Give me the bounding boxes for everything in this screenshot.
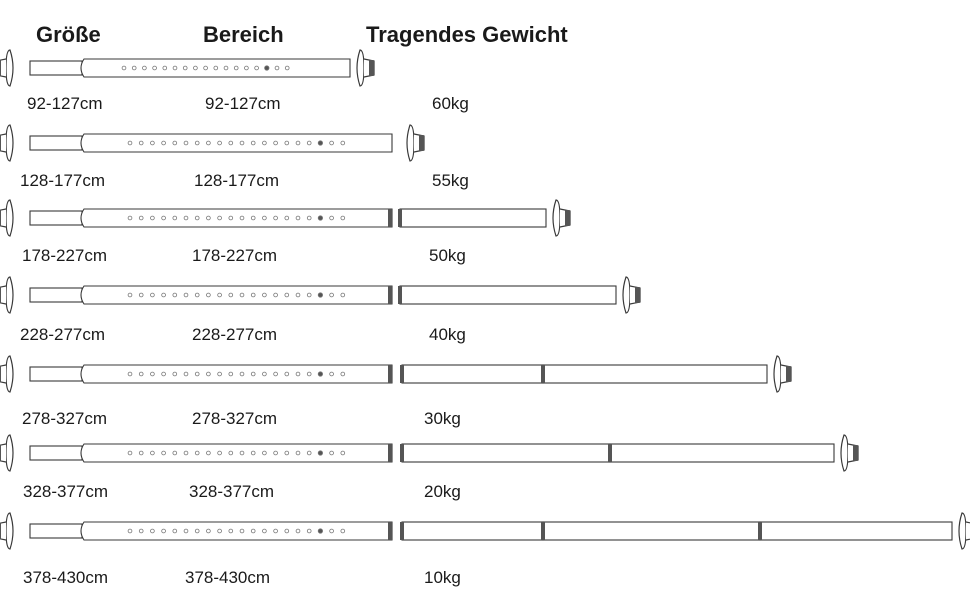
- adjust-hole: [173, 529, 177, 533]
- rod-3: [0, 200, 570, 236]
- adjust-hole: [128, 141, 132, 145]
- adjust-hole: [285, 372, 289, 376]
- end-cap-band: [419, 135, 424, 151]
- row-3-weight: 50kg: [429, 246, 466, 265]
- adjust-hole: [229, 216, 233, 220]
- adjust-hole: [318, 529, 322, 533]
- adjust-hole: [285, 216, 289, 220]
- adjust-hole: [122, 66, 126, 70]
- rod-2: [0, 125, 424, 161]
- extension-tube: [610, 444, 834, 462]
- adjust-hole: [218, 293, 222, 297]
- rod-6: [0, 435, 858, 471]
- inner-tube: [30, 211, 82, 225]
- adjust-hole: [194, 66, 198, 70]
- adjust-hole: [151, 529, 155, 533]
- adjust-hole: [139, 372, 143, 376]
- adjust-hole: [162, 372, 166, 376]
- left-end-cap-icon: [6, 125, 13, 161]
- adjust-hole: [173, 451, 177, 455]
- adjust-hole: [296, 451, 300, 455]
- right-end-cap-icon: [553, 200, 560, 236]
- row-5-size: 278-327cm: [22, 409, 108, 428]
- right-end-cap-icon: [357, 50, 364, 86]
- adjust-hole: [173, 66, 177, 70]
- adjust-hole: [195, 293, 199, 297]
- main-tube: [81, 134, 392, 152]
- adjust-hole: [240, 372, 244, 376]
- adjust-hole: [251, 141, 255, 145]
- adjust-hole: [251, 216, 255, 220]
- row-6-range: 328-377cm: [189, 482, 275, 501]
- adjust-hole: [341, 529, 345, 533]
- row-6-size: 328-377cm: [23, 482, 109, 501]
- left-end-cap-icon: [6, 50, 13, 86]
- adjust-hole: [184, 529, 188, 533]
- adjust-hole: [263, 293, 267, 297]
- adjust-hole: [184, 372, 188, 376]
- adjust-hole: [275, 66, 279, 70]
- row-5-weight: 30kg: [424, 409, 461, 428]
- right-end-cap-icon: [623, 277, 630, 313]
- adjust-hole: [218, 141, 222, 145]
- adjust-hole: [207, 529, 211, 533]
- adjust-hole: [214, 66, 218, 70]
- tube-joint: [388, 522, 392, 540]
- tube-joint: [398, 209, 402, 227]
- end-cap-band: [0, 287, 1, 303]
- adjust-hole: [240, 529, 244, 533]
- left-end-cap-icon: [6, 435, 13, 471]
- adjust-hole: [195, 216, 199, 220]
- adjust-hole: [265, 66, 269, 70]
- adjust-hole: [274, 451, 278, 455]
- adjust-hole: [173, 372, 177, 376]
- right-end-cap-icon: [407, 125, 414, 161]
- adjust-hole: [330, 141, 334, 145]
- adjust-hole: [318, 141, 322, 145]
- adjust-hole: [307, 141, 311, 145]
- adjust-hole: [318, 293, 322, 297]
- end-cap-band: [0, 135, 1, 151]
- adjust-hole: [218, 216, 222, 220]
- tube-joint: [541, 522, 545, 540]
- right-end-cap-icon: [774, 356, 781, 392]
- adjust-hole: [341, 451, 345, 455]
- tube-joint: [758, 522, 762, 540]
- adjust-hole: [234, 66, 238, 70]
- main-tube: [81, 444, 392, 462]
- adjust-hole: [128, 372, 132, 376]
- adjust-hole: [195, 451, 199, 455]
- row-4-weight: 40kg: [429, 325, 466, 344]
- adjust-hole: [263, 451, 267, 455]
- row-1-weight: 60kg: [432, 94, 469, 113]
- adjust-hole: [128, 451, 132, 455]
- tube-joint: [388, 365, 392, 383]
- adjust-hole: [195, 141, 199, 145]
- row-7-weight: 10kg: [424, 568, 461, 587]
- tube-joint: [541, 365, 545, 383]
- left-end-cap-icon: [6, 513, 13, 549]
- adjust-hole: [195, 372, 199, 376]
- adjust-hole: [207, 451, 211, 455]
- row-7-size: 378-430cm: [23, 568, 109, 587]
- adjust-hole: [229, 141, 233, 145]
- main-tube: [81, 209, 392, 227]
- row-1-size: 92-127cm: [27, 94, 103, 113]
- adjust-hole: [341, 216, 345, 220]
- adjust-hole: [285, 451, 289, 455]
- adjust-hole: [285, 66, 289, 70]
- tube-joint: [400, 444, 404, 462]
- adjust-hole: [274, 529, 278, 533]
- header-size: Größe: [36, 22, 101, 47]
- row-5-range: 278-327cm: [192, 409, 278, 428]
- adjust-hole: [151, 293, 155, 297]
- adjust-hole: [341, 372, 345, 376]
- adjust-hole: [263, 216, 267, 220]
- row-2-size: 128-177cm: [20, 171, 106, 190]
- end-cap-band: [0, 60, 1, 76]
- adjust-hole: [229, 293, 233, 297]
- row-6-weight: 20kg: [424, 482, 461, 501]
- tube-joint: [388, 286, 392, 304]
- adjust-hole: [274, 141, 278, 145]
- end-cap-band: [0, 445, 1, 461]
- right-end-cap-icon: [841, 435, 848, 471]
- end-cap-band: [369, 60, 374, 76]
- rod-7: [0, 513, 970, 549]
- adjust-hole: [162, 216, 166, 220]
- adjust-hole: [184, 216, 188, 220]
- end-cap-band: [853, 445, 858, 461]
- adjust-hole: [143, 66, 147, 70]
- left-end-cap-icon: [6, 277, 13, 313]
- adjust-hole: [330, 293, 334, 297]
- adjust-hole: [285, 529, 289, 533]
- adjust-hole: [296, 293, 300, 297]
- adjust-hole: [183, 66, 187, 70]
- adjust-hole: [184, 293, 188, 297]
- adjust-hole: [229, 529, 233, 533]
- adjust-hole: [274, 293, 278, 297]
- adjust-hole: [229, 372, 233, 376]
- adjust-hole: [128, 529, 132, 533]
- row-3-size: 178-227cm: [22, 246, 108, 265]
- row-4-range: 228-277cm: [192, 325, 278, 344]
- left-end-cap-icon: [6, 356, 13, 392]
- adjust-hole: [274, 372, 278, 376]
- adjust-hole: [224, 66, 228, 70]
- adjust-hole: [240, 216, 244, 220]
- adjust-hole: [207, 293, 211, 297]
- adjust-hole: [151, 372, 155, 376]
- adjust-hole: [318, 216, 322, 220]
- adjust-hole: [318, 372, 322, 376]
- inner-tube: [30, 367, 82, 381]
- adjust-hole: [139, 293, 143, 297]
- adjust-hole: [263, 141, 267, 145]
- adjust-hole: [341, 293, 345, 297]
- adjust-hole: [274, 216, 278, 220]
- adjust-hole: [330, 216, 334, 220]
- adjust-hole: [162, 293, 166, 297]
- adjust-hole: [207, 216, 211, 220]
- end-cap-band: [0, 366, 1, 382]
- adjust-hole: [173, 293, 177, 297]
- adjust-hole: [218, 529, 222, 533]
- inner-tube: [30, 136, 82, 150]
- adjust-hole: [251, 529, 255, 533]
- tube-joint: [400, 365, 404, 383]
- adjust-hole: [204, 66, 208, 70]
- row-2-weight: 55kg: [432, 171, 469, 190]
- end-cap-band: [786, 366, 791, 382]
- adjust-hole: [245, 66, 249, 70]
- adjust-hole: [296, 141, 300, 145]
- adjust-hole: [341, 141, 345, 145]
- end-cap-band: [635, 287, 640, 303]
- end-cap-band: [0, 210, 1, 226]
- adjust-hole: [318, 451, 322, 455]
- extension-tube: [402, 444, 610, 462]
- adjust-hole: [207, 372, 211, 376]
- adjust-hole: [195, 529, 199, 533]
- extension-tube: [543, 522, 760, 540]
- adjust-hole: [151, 451, 155, 455]
- adjust-hole: [240, 293, 244, 297]
- tube-joint: [388, 444, 392, 462]
- adjust-hole: [330, 451, 334, 455]
- adjust-hole: [184, 451, 188, 455]
- row-3-range: 178-227cm: [192, 246, 278, 265]
- end-cap-band: [565, 210, 570, 226]
- extension-tube: [402, 365, 543, 383]
- adjust-hole: [330, 372, 334, 376]
- adjust-hole: [151, 216, 155, 220]
- adjust-hole: [296, 372, 300, 376]
- tube-joint: [400, 522, 404, 540]
- tube-joint: [608, 444, 612, 462]
- adjust-hole: [251, 451, 255, 455]
- adjust-hole: [285, 141, 289, 145]
- adjust-hole: [173, 141, 177, 145]
- extension-tube: [760, 522, 952, 540]
- adjust-hole: [218, 451, 222, 455]
- main-tube: [81, 522, 392, 540]
- extension-tube: [400, 286, 616, 304]
- rod-1: [0, 50, 374, 86]
- adjust-hole: [296, 529, 300, 533]
- adjust-hole: [296, 216, 300, 220]
- adjust-hole: [132, 66, 136, 70]
- adjust-hole: [218, 372, 222, 376]
- adjust-hole: [162, 141, 166, 145]
- adjust-hole: [251, 293, 255, 297]
- rod-5: [0, 356, 791, 392]
- adjust-hole: [285, 293, 289, 297]
- inner-tube: [30, 446, 82, 460]
- adjust-hole: [263, 372, 267, 376]
- adjust-hole: [151, 141, 155, 145]
- tube-joint: [388, 209, 392, 227]
- adjust-hole: [139, 141, 143, 145]
- header-range: Bereich: [203, 22, 284, 47]
- adjust-hole: [307, 293, 311, 297]
- adjust-hole: [307, 216, 311, 220]
- adjust-hole: [162, 451, 166, 455]
- adjust-hole: [184, 141, 188, 145]
- row-2-range: 128-177cm: [194, 171, 280, 190]
- adjust-hole: [240, 141, 244, 145]
- right-end-cap-icon: [959, 513, 966, 549]
- adjust-hole: [162, 529, 166, 533]
- end-cap-neck: [966, 522, 970, 540]
- adjust-hole: [330, 529, 334, 533]
- adjust-hole: [139, 451, 143, 455]
- adjust-hole: [139, 216, 143, 220]
- left-end-cap-icon: [6, 200, 13, 236]
- adjust-hole: [139, 529, 143, 533]
- adjust-hole: [207, 141, 211, 145]
- adjust-hole: [163, 66, 167, 70]
- inner-tube: [30, 524, 82, 538]
- adjust-hole: [173, 216, 177, 220]
- adjust-hole: [128, 216, 132, 220]
- adjust-hole: [307, 451, 311, 455]
- adjust-hole: [251, 372, 255, 376]
- row-4-size: 228-277cm: [20, 325, 106, 344]
- adjust-hole: [229, 451, 233, 455]
- main-tube: [81, 286, 392, 304]
- adjust-hole: [307, 372, 311, 376]
- rod-4: [0, 277, 640, 313]
- main-tube: [81, 365, 392, 383]
- extension-tube: [543, 365, 767, 383]
- adjust-hole: [153, 66, 157, 70]
- extension-tube: [402, 522, 543, 540]
- header-weight: Tragendes Gewicht: [366, 22, 568, 47]
- adjust-hole: [240, 451, 244, 455]
- row-7-range: 378-430cm: [185, 568, 271, 587]
- inner-tube: [30, 288, 82, 302]
- inner-tube: [30, 61, 82, 75]
- end-cap-band: [0, 523, 1, 539]
- adjust-hole: [128, 293, 132, 297]
- extension-tube: [400, 209, 546, 227]
- adjust-hole: [255, 66, 259, 70]
- tube-joint: [398, 286, 402, 304]
- adjust-hole: [263, 529, 267, 533]
- adjust-hole: [307, 529, 311, 533]
- row-1-range: 92-127cm: [205, 94, 281, 113]
